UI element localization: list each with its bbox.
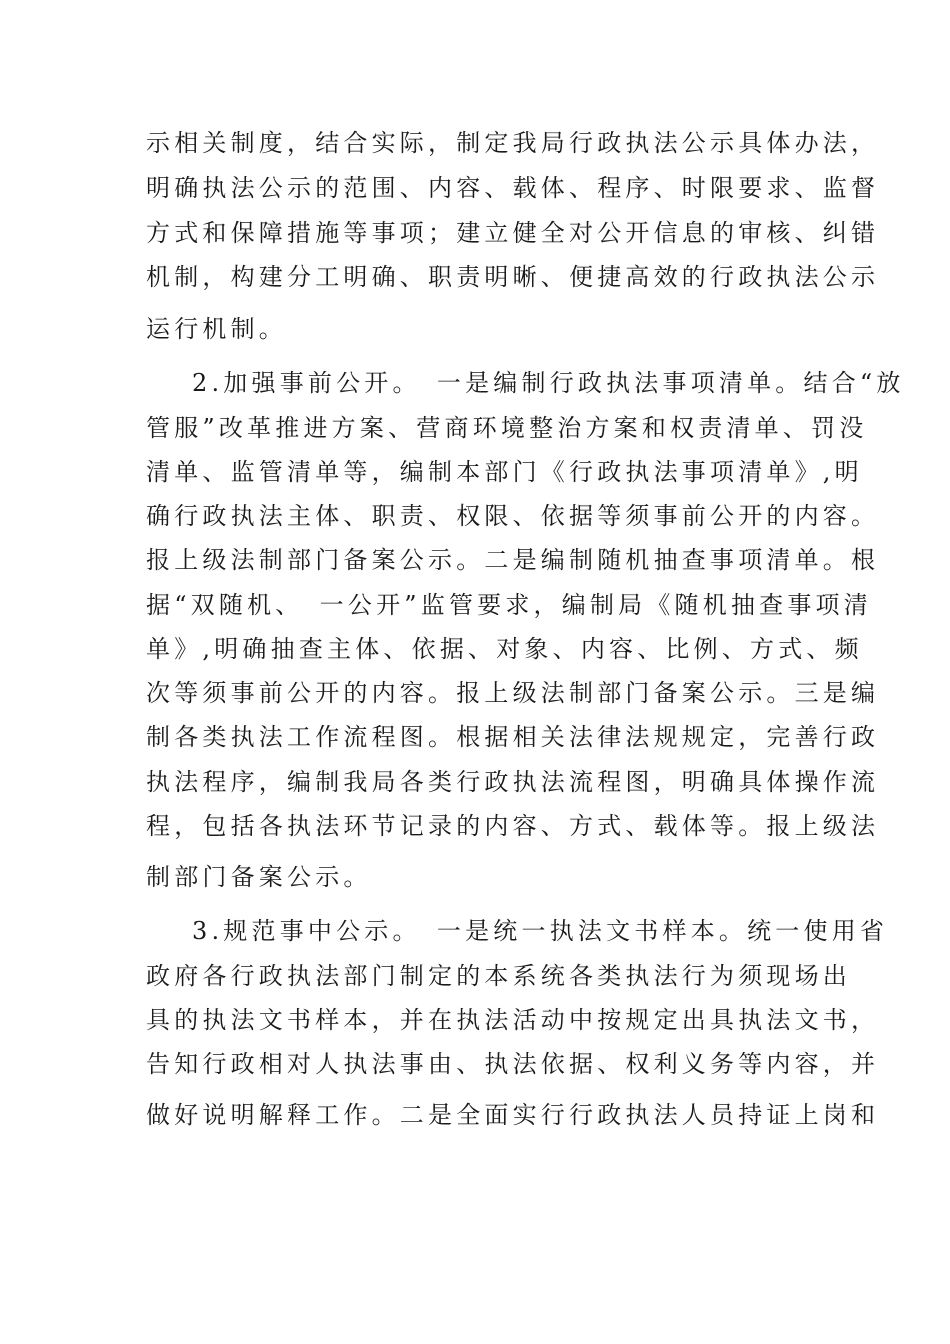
text-line: 单》,明确抽查主体、依据、对象、内容、比例、方式、频	[146, 635, 863, 663]
text-line: 制各类执法工作流程图。根据相关法律法规规定，完善行政	[146, 723, 880, 751]
paragraph-heading-line: 3.规范事中公示。 一是统一执法文书样本。统一使用省	[192, 917, 889, 945]
text-line: 报上级法制部门备案公示。二是编制随机抽查事项清单。根	[146, 546, 880, 574]
text-line: 次等须事前公开的内容。报上级法制部门备案公示。三是编	[146, 679, 880, 707]
text-line: 方式和保障措施等事项；建立健全对公开信息的审核、纠错	[146, 219, 880, 247]
text-line: 政府各行政执法部门制定的本系统各类执法行为须现场出	[146, 962, 851, 990]
text-line: 确行政执法主体、职责、权限、依据等须事前公开的内容。	[146, 502, 880, 530]
text-line: 制部门备案公示。	[146, 863, 372, 891]
text-line: 执法程序，编制我局各类行政执法流程图，明确具体操作流	[146, 768, 880, 796]
text-line: 示相关制度，结合实际，制定我局行政执法公示具体办法，	[146, 129, 880, 157]
text-line: 清单、监管清单等，编制本部门《行政执法事项清单》,明	[146, 458, 863, 486]
text-line: 做好说明解释工作。二是全面实行行政执法人员持证上岗和	[146, 1101, 880, 1129]
text-line: 告知行政相对人执法事由、执法依据、权利义务等内容，并	[146, 1050, 880, 1078]
text-line: 机制，构建分工明确、职责明晰、便捷高效的行政执法公示	[146, 263, 880, 291]
text-line: 具的执法文书样本，并在执法活动中按规定出具执法文书，	[146, 1006, 880, 1034]
paragraph-heading-line: 2.加强事前公开。 一是编制行政执法事项清单。结合“放	[192, 369, 905, 397]
text-line: 据“双随机、 一公开”监管要求，编制局《随机抽查事项清	[146, 591, 872, 619]
text-line: 管服”改革推进方案、营商环境整治方案和权责清单、罚没	[146, 414, 868, 442]
text-line: 程，包括各执法环节记录的内容、方式、载体等。报上级法	[146, 812, 880, 840]
text-line: 运行机制。	[146, 315, 287, 343]
text-line: 明确执法公示的范围、内容、载体、程序、时限要求、监督	[146, 174, 880, 202]
